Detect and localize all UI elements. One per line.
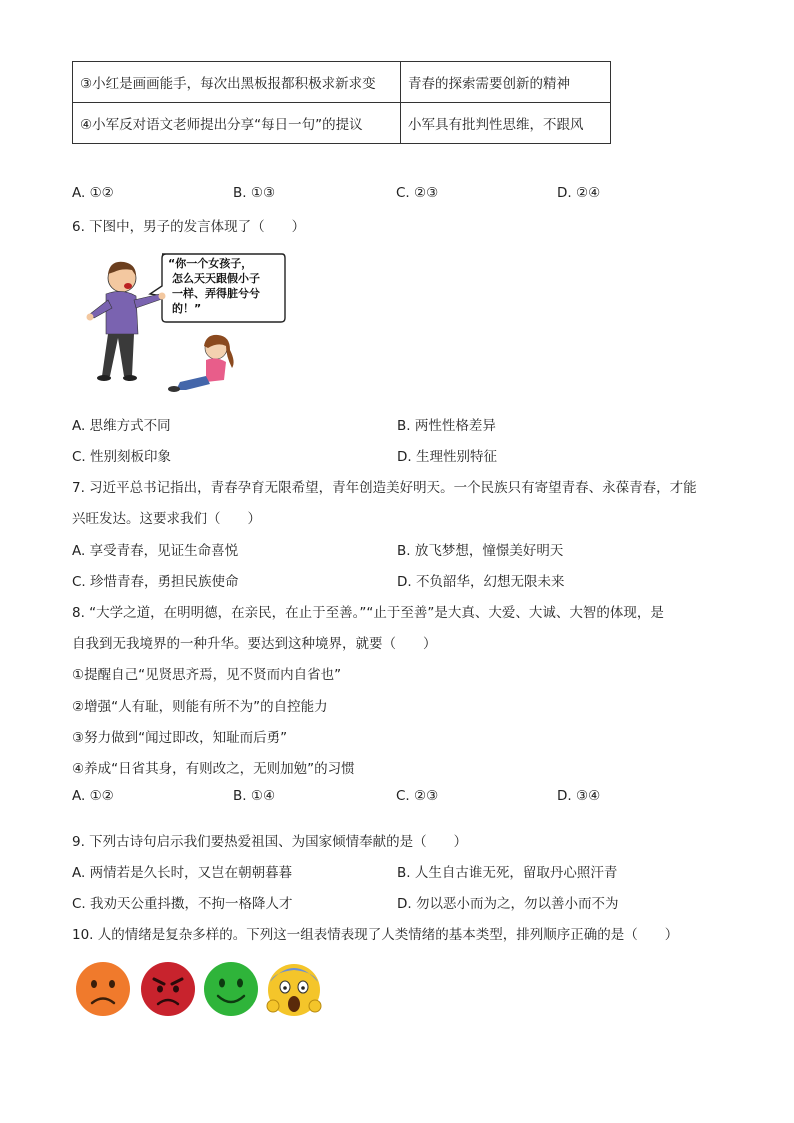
q6-option-c: C. 性别刻板印象 <box>72 449 172 465</box>
q9-option-d: D. 勿以恶小而为之，勿以善小而不为 <box>397 896 619 912</box>
q8-item: ④养成“日省其身，有则改之，无则加勉”的习惯 <box>72 761 355 777</box>
table-cell: ④小军反对语文老师提出分享“每日一句”的提议 <box>73 103 401 144</box>
table-cell: 青春的探索需要创新的精神 <box>401 62 611 103</box>
q5-option-d: D. ②④ <box>557 185 601 201</box>
sad-face-icon <box>76 962 130 1016</box>
q9-option-c: C. 我劝天公重抖擞，不拘一格降人才 <box>72 896 293 912</box>
q5-table <box>72 61 611 144</box>
bubble-line: 怎么天天跟假小子 <box>172 272 260 285</box>
q10-stem: 10. 人的情绪是复杂多样的。下列这一组表情表现了人类情绪的基本类型，排列顺序正确的是（ ） <box>72 927 679 943</box>
happy-face-icon <box>204 962 258 1016</box>
q8-option-b: B. ①④ <box>233 788 276 804</box>
q5-option-c: C. ②③ <box>396 185 439 201</box>
q7-option-d: D. 不负韶华，幻想无限未来 <box>397 574 565 590</box>
man-figure <box>87 262 166 381</box>
bubble-line: 的！” <box>172 302 202 315</box>
q7-option-c: C. 珍惜青春，勇担民族使命 <box>72 574 239 590</box>
q6-option-b: B. 两性性格差异 <box>397 418 496 434</box>
q6-cartoon-illustration <box>76 250 286 395</box>
q10-emoji-row <box>74 960 324 1020</box>
table-row <box>73 62 611 103</box>
q8-stem-line2: 自我到无我境界的一种升华。要达到这种境界，就要（ ） <box>72 636 437 652</box>
q9-option-b: B. 人生自古谁无死，留取丹心照汗青 <box>397 865 618 881</box>
q9-option-a: A. 两情若是久长时，又岂在朝朝暮暮 <box>72 865 293 881</box>
q9-stem: 9. 下列古诗句启示我们要热爱祖国、为国家倾情奉献的是（ ） <box>72 834 468 850</box>
q8-option-d: D. ③④ <box>557 788 601 804</box>
bubble-line: 一样、弄得脏兮兮 <box>172 287 260 300</box>
q5-option-a: A. ①② <box>72 185 114 201</box>
q8-stem-line1: 8. “大学之道，在明明德，在亲民，在止于至善。”“止于至善”是大真、大爱、大诚、大智的体现，是 <box>72 605 664 621</box>
fear-face-icon <box>267 964 321 1016</box>
girl-figure <box>168 335 234 392</box>
q7-option-a: A. 享受青春，见证生命喜悦 <box>72 543 239 559</box>
q6-option-a: A. 思维方式不同 <box>72 418 171 434</box>
q7-option-b: B. 放飞梦想，憧憬美好明天 <box>397 543 564 559</box>
q8-item: ①提醒自己“见贤思齐焉，见不贤而内自省也” <box>72 667 342 683</box>
q8-option-a: A. ①② <box>72 788 114 804</box>
table-cell: 小军具有批判性思维，不跟风 <box>401 103 611 144</box>
q8-item: ②增强“人有耻，则能有所不为”的自控能力 <box>72 699 328 715</box>
q8-option-c: C. ②③ <box>396 788 439 804</box>
q8-item: ③努力做到“闻过即改，知耻而后勇” <box>72 730 288 746</box>
table-cell: ③小红是画画能手，每次出黑板报都积极求新求变 <box>73 62 401 103</box>
table-row <box>73 103 611 144</box>
q6-stem: 6. 下图中，男子的发言体现了（ ） <box>72 219 306 235</box>
q7-stem-line2: 兴旺发达。这要求我们（ ） <box>72 511 261 527</box>
q7-stem-line1: 7. 习近平总书记指出，青春孕育无限希望，青年创造美好明天。一个民族只有寄望青春、永葆青春，才能 <box>72 480 697 496</box>
angry-face-icon <box>141 962 195 1016</box>
q6-option-d: D. 生理性别特征 <box>397 449 497 465</box>
q5-option-b: B. ①③ <box>233 185 276 201</box>
bubble-line: “你一个女孩子， <box>168 257 253 270</box>
